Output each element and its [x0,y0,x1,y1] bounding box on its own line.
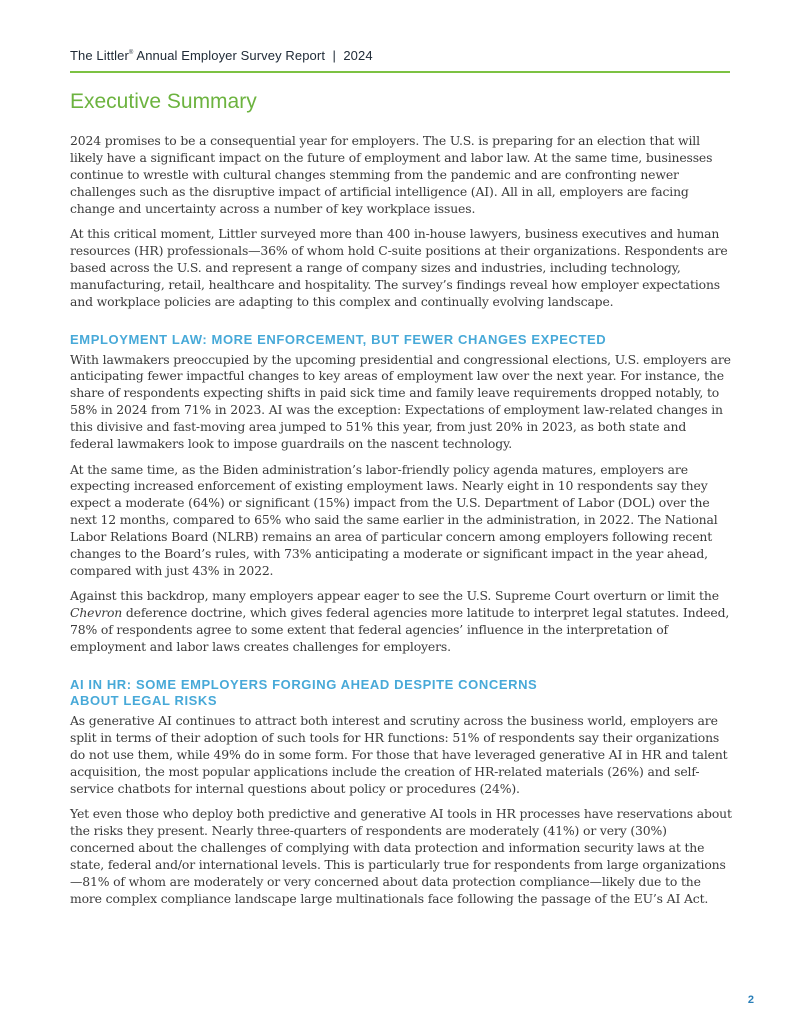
employment-paragraph-3 [70,588,732,656]
registered-mark: ® [128,50,134,56]
section-heading-employment-law: EMPLOYMENT LAW: MORE ENFORCEMENT, BUT FEWER CHANGES EXPECTED [70,331,607,347]
page-number: 2 [747,994,754,1006]
ai-heading-line-2: ABOUT LEGAL RISKS [70,692,218,708]
employment-p3-end: deference doctrine, which gives federal agencies more latitude to interpret legal statutes. Indeed, 78% of respondents agree to some extent that federal agencies’ influence in the interpretation of employment and labor laws creates challenges for employers. [70,605,730,655]
page-title: Executive Summary [70,90,257,113]
ai-heading-line-1: AI IN HR: SOME EMPLOYERS FORGING AHEAD DESPITE CONCERNS [70,676,538,692]
employment-paragraph-1: With lawmakers preoccupied by the upcoming presidential and congressional elections, U.S. employers are anticipating fewer impactful changes to key areas of employment law over the next year. For instance, the share of respondents expecting shifts in paid sick time and family leave requirements dropped notably, to 58% in 2024 from 71% in 2023. AI was the exception: Expectations of employment law-related changes in this divisive and fast-moving area jumped to 51% this year, from just 20% in 2023, as both state and federal lawmakers look to impose guardrails on the nascent technology. [70,351,731,452]
employment-paragraph-2: At the same time, as the Biden administration’s labor-friendly policy agenda matures, employers are expecting increased enforcement of existing employment laws. Nearly eight in 10 respondents say they expect a moderate (64%) or significant (15%) impact from the U.S. Department of Labor (DOL) over the next 12 months, compared to 65% who said the same earlier in the administration, in 2022. The National Labor Relations Board (NLRB) remains an area of particular concern among employers following recent changes to the Board’s rules, with 73% anticipating a moderate or significant impact in the year ahead, compared with just 43% in 2022. [70,461,718,578]
section-heading-ai-in-hr [70,677,732,709]
header-title-prefix: The Littler [70,48,129,63]
header-title-rest: Annual Employer Survey Report | 2024 [133,48,373,63]
body-content [70,133,732,916]
intro-paragraph-1: 2024 promises to be a consequential year for employers. The U.S. is preparing for an election that will likely have a significant impact on the future of employment and labor law. At the same time, businesses continue to wrestle with cultural changes stemming from the pandemic and are confronting newer challenges such as the disruptive impact of artificial intelligence (AI). All in all, employers are facing change and uncertainty across a number of key workplace issues. [70,133,713,216]
employment-p3-start: Against this backdrop, many employers appear eager to see the U.S. Supreme Court overturn or limit the [70,588,719,604]
chevron-term: Chevron [70,605,123,621]
ai-paragraph-2: Yet even those who deploy both predictive and generative AI tools in HR processes have reservations about the risks they present. Nearly three-quarters of respondents are moderately (41%) or very (30%) concerned about the challenges of complying with data protection and information security laws at the state, federal and/or international levels. This is particularly true for respondents from large organizations—81% of whom are moderately or very concerned about data protection compliance—likely due to the more complex compliance landscape large multinationals face following the passage of the EU’s AI Act. [70,806,732,906]
intro-paragraph-2: At this critical moment, Littler surveyed more than 400 in-house lawyers, business executives and human resources (HR) professionals—36% of whom hold C-suite positions at their organizations. Respondents are based across the U.S. and represent a range of company sizes and industries, including technology, manufacturing, retail, healthcare and hospitality. The survey’s findings reveal how employer expectations and workplace policies are adapting to this complex and continually evolving landscape. [70,226,728,309]
header-divider [70,71,730,73]
running-header [70,48,730,63]
ai-paragraph-1: As generative AI continues to attract both interest and scrutiny across the business world, employers are split in terms of their adoption of such tools for HR functions: 51% of respondents say their organizations do not use them, while 49% do in some form. For those that have leveraged generative AI in HR and talent acquisition, the most popular applications include the creation of HR-related materials (26%) and self-service chatbots for internal questions about policy or procedures (24%). [70,712,728,796]
